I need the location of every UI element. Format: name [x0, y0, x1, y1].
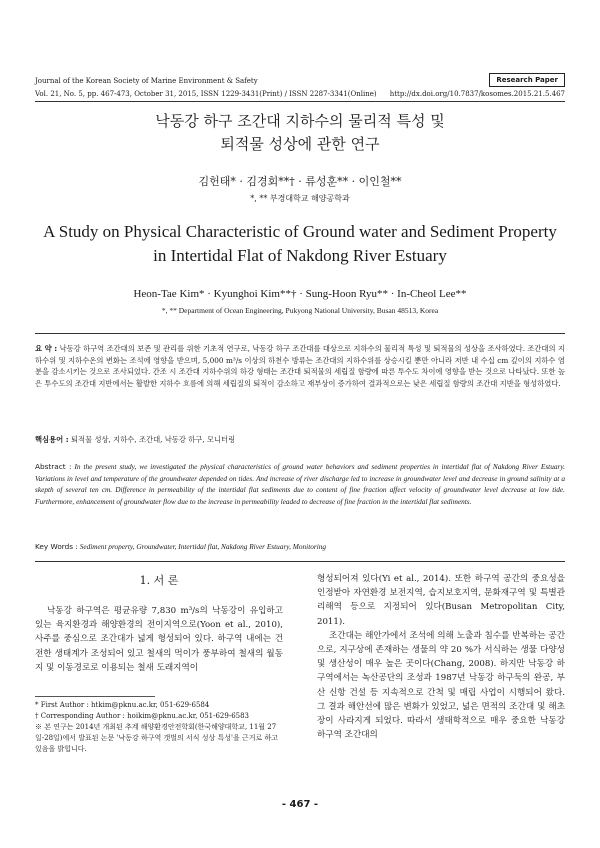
- authors-en: Heon-Tae Kim* · Kyunghoi Kim**† · Sung-Hoon Ryu** · In-Cheol Lee**: [133, 288, 467, 300]
- abstract-kr-text: 낙동강 하구역 조간대의 보존 및 관리를 위한 기초적 연구로, 낙동강 하구 조간대를 대상으로 지하수의 물리적 특성 및 퇴적물의 성상을 조사하였다. 조간대의 지하수위 및 지하수온의 변화는 조석에 영향을 받으며, 5,000 m³/s 이상의 하천수 방류는 조간대의 지하수위를 상승시킬 뿐만 아니라 저반 내 수십 cm 깊이의 지하수 염분을 감소시키는 것으로 조사되었다. 간조 시 조간대 지하수위의 하강 형태는 조간대 퇴적물의 세립질 함량에 따른 투수도 차이에 영향을 받는 것으로 나타났다. 또한 높은 투수도의 조간대 지반에서는 활발한 지하수 흐름에 의해 세립질의 퇴적이 감소하고 재부상이 증가하여 결과적으로는 낮은 세립질 함량의 조간대 지반을 형성하였다.: [35, 344, 565, 388]
- title-kr-line1: 낙동강 하구 조간대 지하수의 물리적 특성 및: [155, 112, 445, 130]
- footnote-corresponding-author: † Corresponding Author : hoikim@pknu.ac.kr, 051-629-6583: [35, 712, 250, 720]
- abstract-en-text: In the present study, we investigated the physical characteristics of ground water behaviors and sediment properties in intertidal flat of Nakdong River Estuary. Variations in level and temperature of the groundwater depended on tides. And increase of river discharge led to increase in groundwater level and decrease in ground salinity at a skepth of several ten cm. Difference in permeability of the intertidal flat sediments due to content of fine fraction affect velocity of groundwater level decrease at low tide. Furthermore, enhancement of groundwater flow due to the increase in permeability leaded to decrease of fine fraction in the intertidal flat sediments.: [35, 462, 565, 506]
- keywords-kr-text: 퇴적물 성상, 지하수, 조간대, 낙동강 하구, 모니터링: [70, 435, 236, 444]
- abstract-kr-label: 요 약 :: [35, 344, 58, 353]
- journal-name: Journal of the Korean Society of Marine Environment & Safety: [35, 77, 258, 85]
- page-number: - 467 -: [281, 799, 319, 810]
- footnote-rule: [35, 696, 155, 697]
- abstract-top-rule: [35, 333, 565, 334]
- header-rule: [35, 101, 565, 102]
- abstract-bottom-rule: [35, 561, 565, 562]
- abstract-en-label: Abstract :: [35, 462, 72, 471]
- body-paragraph: 형성되어져 있다(Yi et al., 2014). 또한 하구역 공간의 중요성을 인정받아 자연환경 보전지역, 습지보호지역, 문화재구역 및 특별관리해역 등으로 지정되어 있다(Busan Metropolitan City, 2011).: [317, 574, 565, 627]
- keywords-en: [35, 541, 565, 553]
- body-paragraph: 낙동강 하구역은 평균유량 7,830 m³/s의 낙동강이 유입하고 있는 육지환경과 해양환경의 전이지역으로(Yoon et al., 2010), 사주를 중심으로 조간대가 넓게 형성되어 있다. 하구역 내에는 건전한 생태계가 조성되어 있고 철새의 먹이가 풍부하여 철새의 월동지 및 이동경로로 이용되는 철새 도래지역이: [35, 606, 283, 673]
- citation-line: [35, 89, 565, 99]
- article-type-badge: Research Paper: [489, 73, 565, 87]
- keywords-en-text: Sediment property, Groundwater, Intertidal flat, Nakdong River Estuary, Monitoring: [79, 542, 327, 551]
- abstract-en: [35, 461, 565, 507]
- footnotes: [35, 700, 285, 755]
- abstract-kr: [35, 343, 565, 389]
- footnote-note: ※ 본 연구는 2014년 개최된 추계 해양환경안전학회(한국해양대학교, 11월 27일-28일)에서 발표된 논문 '낙동강 하구역 갯벌의 서식 성상 특성'을 근거로 하고 있음을 밝힙니다.: [35, 723, 278, 753]
- citation-text: Vol. 21, No. 5, pp. 467-473, October 31, 2015, ISSN 1229-3431(Print) / ISSN 2287-3341(Online): [35, 90, 377, 98]
- authors-kr: 김헌태* · 김경회**† · 류성훈** · 이인철**: [198, 175, 402, 188]
- body-column-left: [35, 604, 283, 675]
- title-en-line1: A Study on Physical Characteristic of Ground water and Sediment Property: [43, 222, 557, 241]
- keywords-en-label: Key Words :: [35, 542, 78, 551]
- body-paragraph: 조간대는 해안가에서 조석에 의해 노출과 침수를 반복하는 공간으로, 지구상에 존재하는 생물의 약 20 %가 서식하는 생물 다양성 및 생산성이 매우 높은 곳이다(Chang, 2008). 하지만 낙동강 하구역에서는 녹산공단의 조성과 1987년 낙동강 하구둑의 완공, 부산 신항 건설 등 지속적으로 간척 및 매립 사업이 시행되어 왔다. 그 결과 해안선에 많은 변화가 있었고, 넓은 면적의 조간대 및 해초장이 사라지게 되었다. 따라서 생태학적으로 매우 중요한 낙동강 하구역 조간대의: [317, 630, 565, 741]
- affiliation-en: *, ** Department of Ocean Engineering, Pukyong National University, Busan 48513, Korea: [161, 306, 439, 315]
- body-column-right: [317, 572, 565, 742]
- title-kr-line2: 퇴적물 성상에 관한 연구: [220, 135, 380, 153]
- footnote-first-author: * First Author : htkim@pknu.ac.kr, 051-629-6584: [35, 701, 210, 709]
- affiliation-kr: *, ** 부경대학교 해양공학과: [250, 194, 350, 203]
- section-heading: 1. 서 론: [139, 574, 179, 587]
- keywords-kr: [35, 434, 565, 446]
- title-en-line2: in Intertidal Flat of Nakdong River Estuary: [153, 246, 447, 265]
- keywords-kr-label: 핵심용어 :: [35, 435, 69, 444]
- doi-link[interactable]: http://dx.doi.org/10.7837/kosomes.2015.21.5.467: [389, 90, 565, 98]
